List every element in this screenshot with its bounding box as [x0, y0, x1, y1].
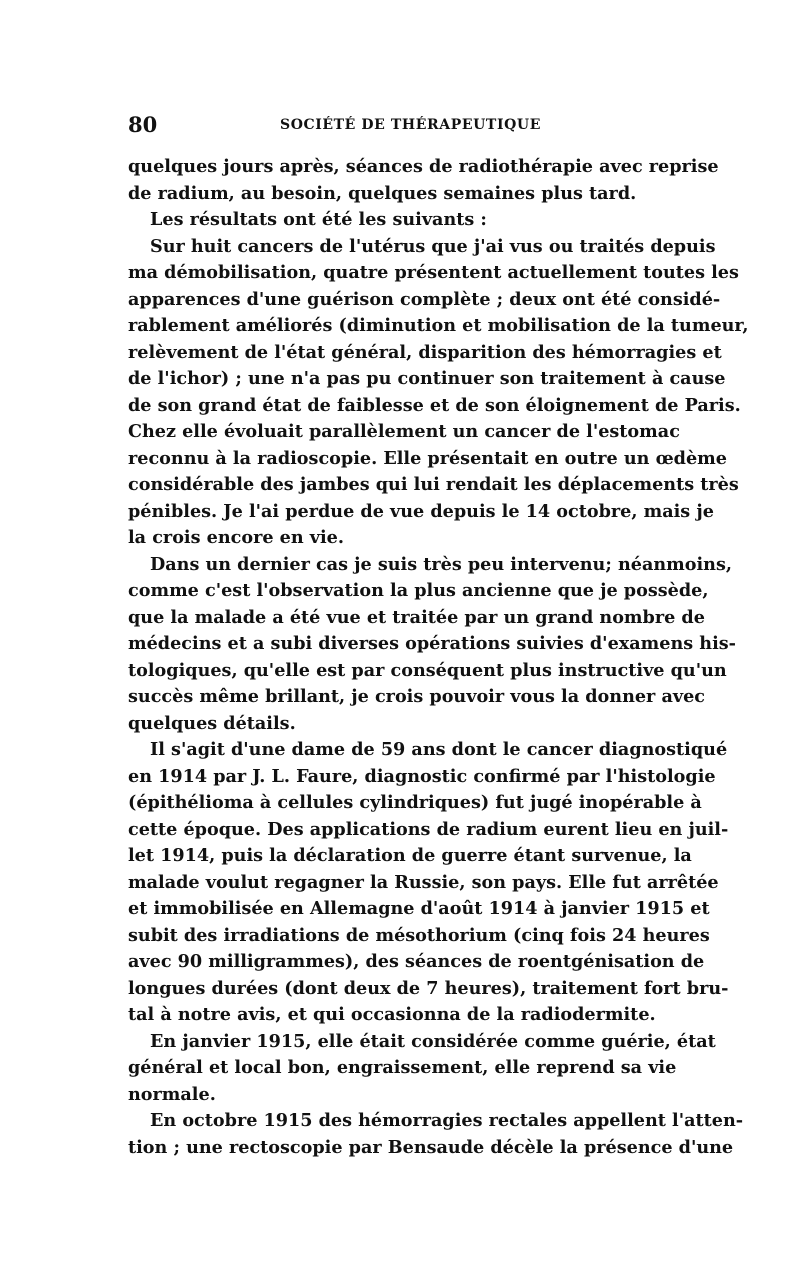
- text-line: quelques jours après, séances de radiothérapie avec reprise: [128, 156, 719, 177]
- text-line: de son grand état de faiblesse et de son éloignement de Paris.: [128, 394, 741, 416]
- text-line: Chez elle évoluait parallèlement un cancer de l'estomac: [128, 421, 680, 442]
- text-line: considérable des jambes qui lui rendait les déplacements très: [128, 474, 739, 495]
- page-number: 80: [128, 112, 158, 137]
- text-line: quelques détails.: [128, 712, 296, 734]
- text-line: et immobilisée en Allemagne d'août 1914 à janvier 1915 et: [128, 898, 710, 919]
- text-line: de l'ichor) ; une n'a pas pu continuer son traitement à cause: [128, 368, 726, 389]
- text-line: général et local bon, engraissement, elle reprend sa vie: [128, 1057, 677, 1078]
- text-line: Dans un dernier cas je suis très peu intervenu; néanmoins,: [150, 553, 733, 575]
- running-head: SOCIÉTÉ DE THÉRAPEUTIQUE: [280, 117, 541, 133]
- text-line: comme c'est l'observation la plus ancienne que je possède,: [128, 580, 709, 601]
- text-line: apparences d'une guérison complète ; deux ont été considé-: [128, 288, 721, 310]
- text-line: la crois encore en vie.: [128, 527, 344, 548]
- text-line: tion ; une rectoscopie par Bensaude décèle la présence d'une: [128, 1136, 734, 1158]
- text-line: de radium, au besoin, quelques semaines plus tard.: [128, 182, 637, 204]
- text-line: (épithélioma à cellules cylindriques) fut jugé inopérable à: [128, 792, 702, 813]
- text-line: ma démobilisation, quatre présentent actuellement toutes les: [128, 262, 739, 283]
- text-line: longues durées (dont deux de 7 heures), traitement fort bru-: [128, 977, 729, 999]
- text-line: tologiques, qu'elle est par conséquent plus instructive qu'un: [128, 659, 727, 681]
- text-line: reconnu à la radioscopie. Elle présentait en outre un œdème: [128, 447, 727, 469]
- text-line: Il s'agit d'une dame de 59 ans dont le cancer diagnostiqué: [150, 739, 728, 760]
- text-line: En octobre 1915 des hémorragies rectales appellent l'atten-: [150, 1110, 744, 1131]
- text-line: subit des irradiations de mésothorium (cinq fois 24 heures: [128, 924, 710, 946]
- text-line: rablement améliorés (diminution et mobilisation de la tumeur,: [128, 315, 749, 336]
- text-line: Sur huit cancers de l'utérus que j'ai vus ou traités depuis: [150, 235, 716, 257]
- text-line: relèvement de l'état général, disparition des hémorragies et: [128, 341, 722, 363]
- text-line: que la malade a été vue et traitée par un grand nombre de: [128, 606, 705, 628]
- body-text: [128, 154, 749, 1161]
- text-line: tal à notre avis, et qui occasionna de la radiodermite.: [128, 1004, 656, 1025]
- page-header: [128, 112, 676, 142]
- text-line: normale.: [128, 1083, 216, 1105]
- text-line: pénibles. Je l'ai perdue de vue depuis le 14 octobre, mais je: [128, 500, 714, 522]
- text-line: Les résultats ont été les suivants :: [150, 209, 487, 230]
- text-line: cette époque. Des applications de radium eurent lieu en juil-: [128, 818, 729, 840]
- text-line: En janvier 1915, elle était considérée comme guérie, état: [150, 1030, 716, 1052]
- text-line: succès même brillant, je crois pouvoir vous la donner avec: [128, 686, 705, 707]
- text-line: médecins et a subi diverses opérations suivies d'examens his-: [128, 633, 736, 654]
- text-line: malade voulut regagner la Russie, son pays. Elle fut arrêtée: [128, 871, 719, 893]
- text-line: en 1914 par J. L. Faure, diagnostic confirmé par l'histologie: [128, 765, 716, 787]
- text-line: let 1914, puis la déclaration de guerre étant survenue, la: [128, 845, 692, 866]
- text-line: avec 90 milligrammes), des séances de roentgénisation de: [128, 951, 705, 972]
